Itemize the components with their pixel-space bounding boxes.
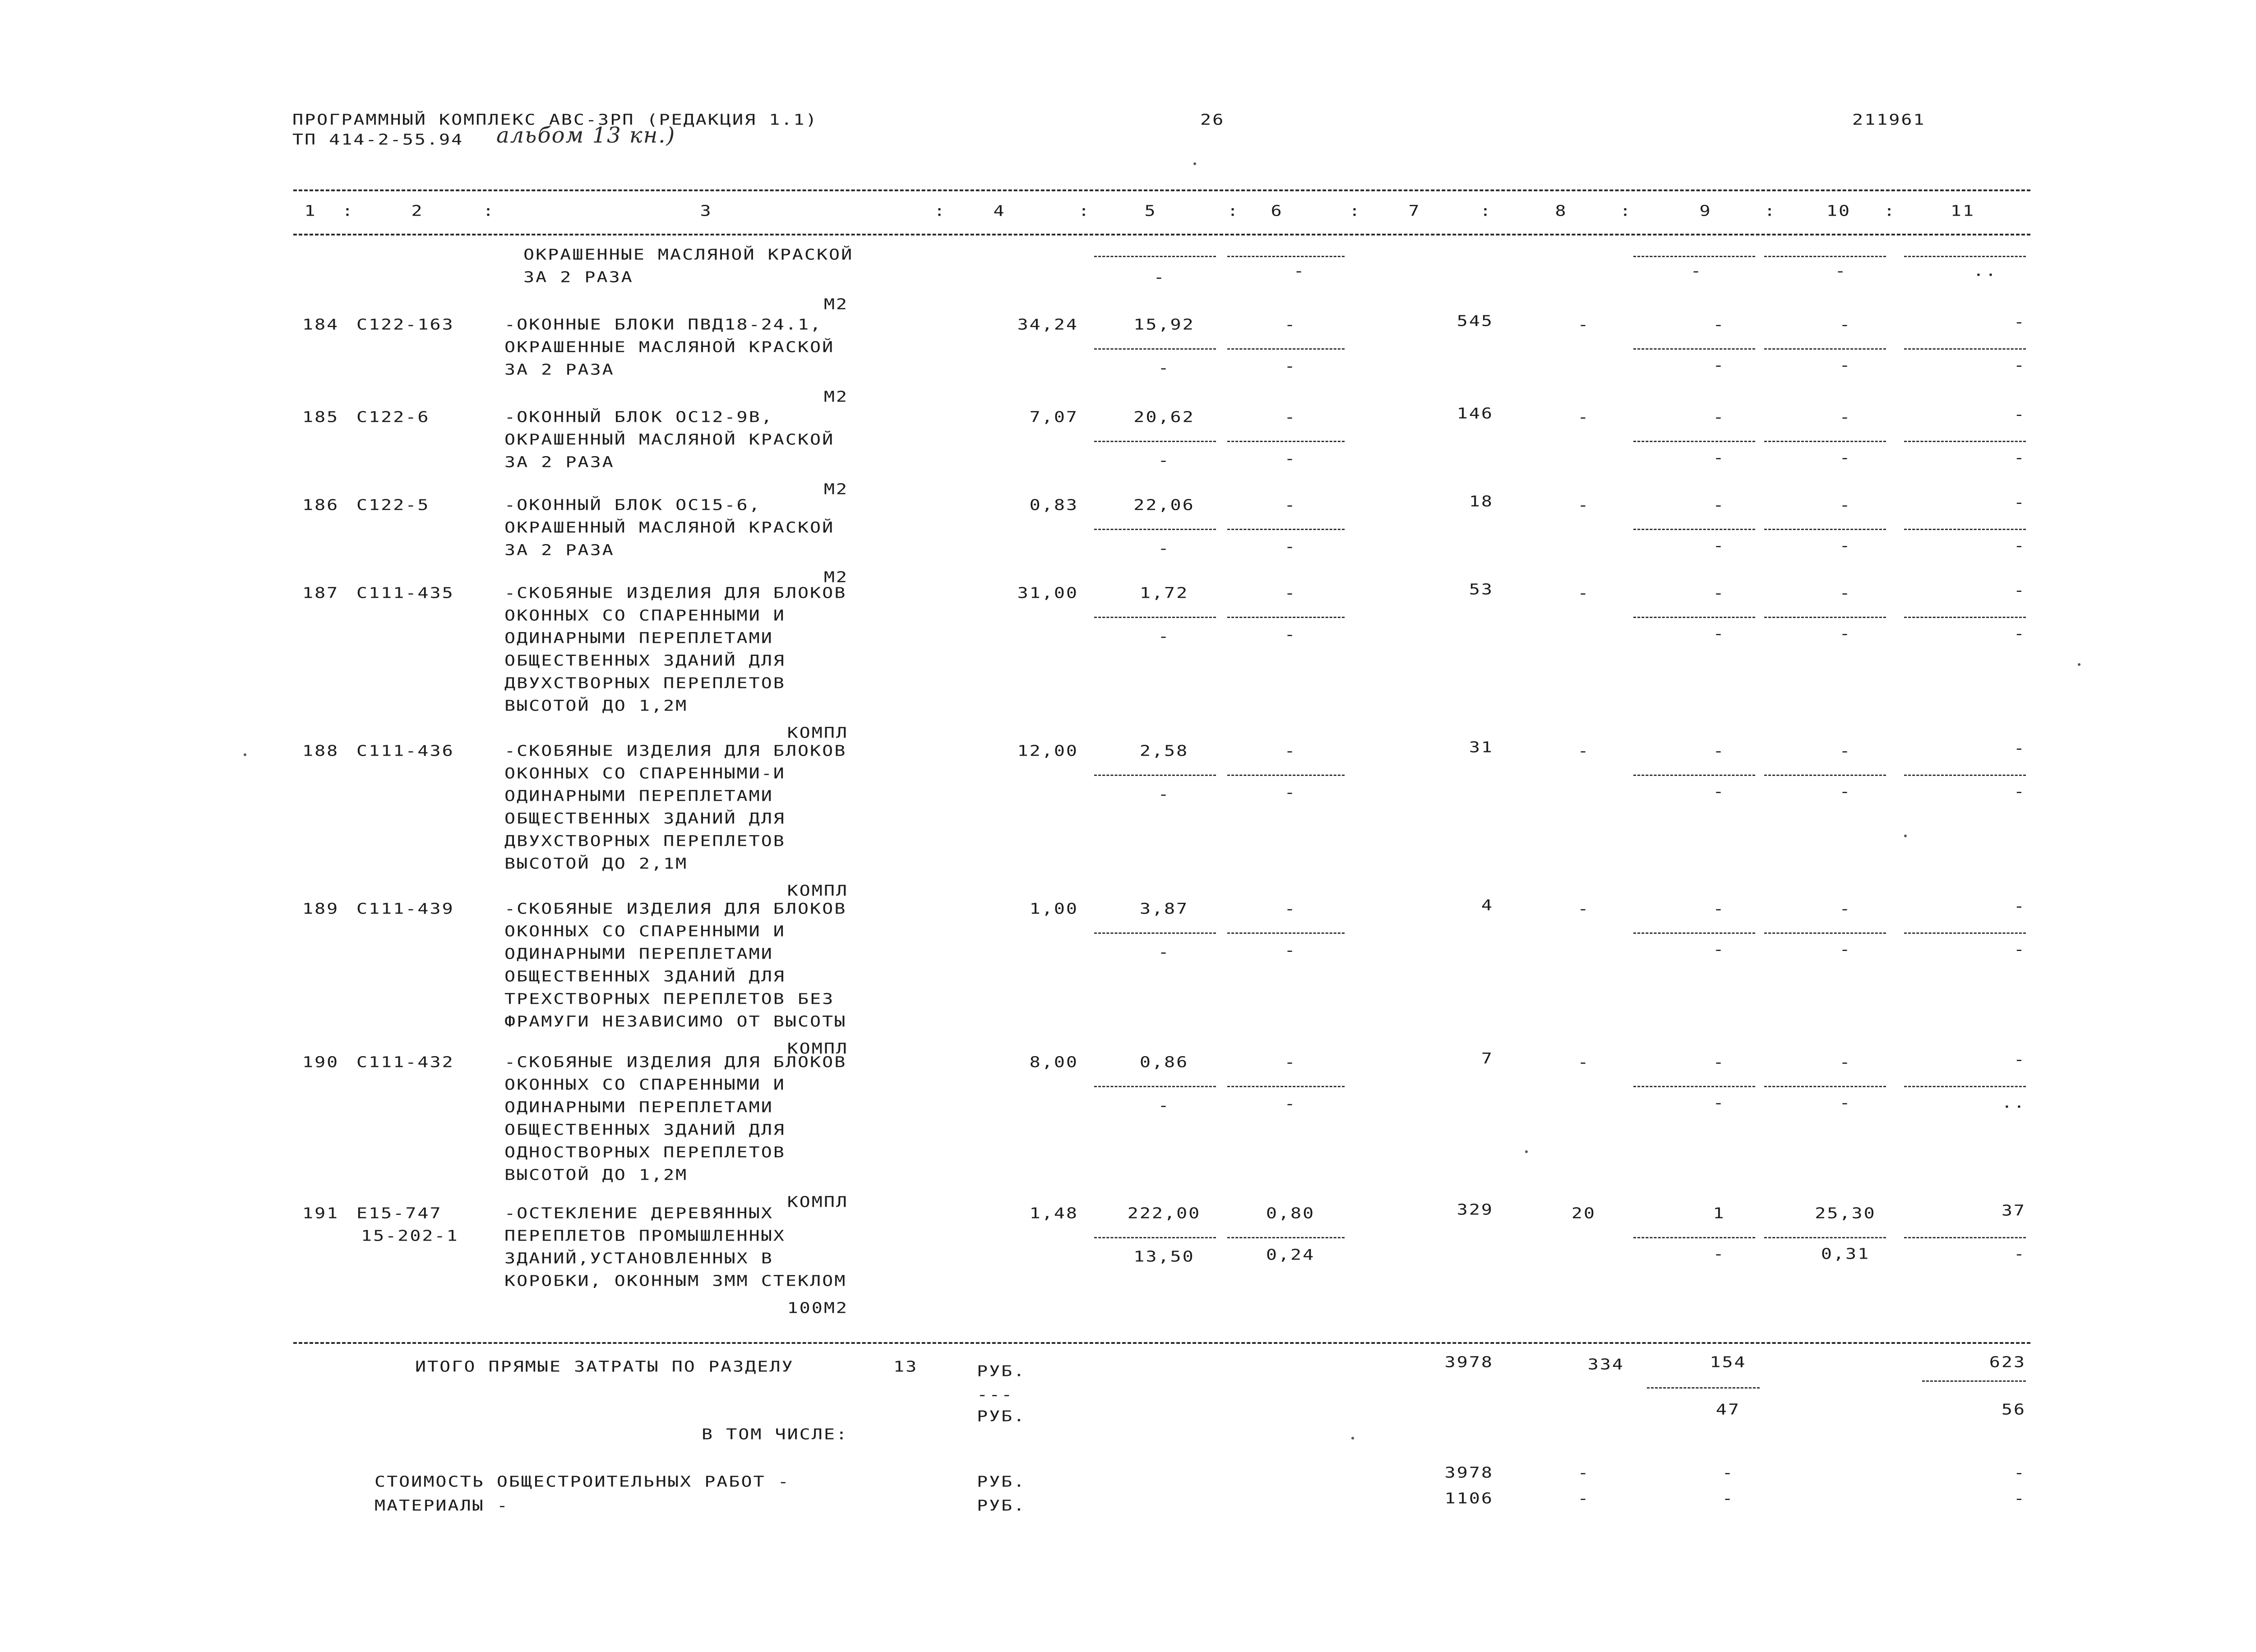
item-description-line: ВЫСОТОЙ ДО 2,1М xyxy=(504,855,688,872)
col7-total: 4 xyxy=(1481,896,1493,914)
item-unit: КОМПЛ xyxy=(787,882,848,900)
rate-code: С111-439 xyxy=(356,900,454,918)
row-number: 185 xyxy=(302,408,339,426)
including-item-unit: РУБ. xyxy=(977,1497,1026,1514)
sub-rule xyxy=(1904,775,2026,776)
col11: - xyxy=(2013,739,2026,757)
totals-sub-col11: 56 xyxy=(2001,1401,2026,1418)
item-description-line: КОРОБКИ, ОКОННЫМ 3ММ СТЕКЛОМ xyxy=(504,1272,847,1290)
row-number: 188 xyxy=(302,742,339,760)
scan-speck xyxy=(244,753,246,756)
sub-rule xyxy=(1904,348,2026,350)
col4-quantity: 34,24 xyxy=(1017,316,1078,333)
item-description-line: ЗА 2 РАЗА xyxy=(504,541,615,559)
sub-rule xyxy=(1904,617,2026,618)
scan-speck xyxy=(1193,162,1196,165)
col9: - xyxy=(1713,408,1725,426)
totals-col8: 334 xyxy=(1587,1356,1624,1373)
item-description-line: ВЫСОТОЙ ДО 1,2М xyxy=(504,697,688,715)
totals-col11: 623 xyxy=(1989,1353,2026,1371)
sub-col5: - xyxy=(1158,452,1170,469)
item-description-line: ОКОННЫХ СО СПАРЕННЫМИ-И xyxy=(504,765,786,782)
col7-total: 545 xyxy=(1456,312,1493,330)
col6-wages: 0,80 xyxy=(1266,1204,1315,1222)
column-number: 4 xyxy=(993,202,1006,220)
col4-quantity: 1,48 xyxy=(1029,1204,1078,1222)
item-description-line: -СКОБЯНЫЕ ИЗДЕЛИЯ ДЛЯ БЛОКОВ xyxy=(504,742,847,760)
sub-col9: - xyxy=(1713,537,1725,554)
item-description-line: ОКОННЫХ СО СПАРЕННЫМИ И xyxy=(504,923,786,940)
col11: 37 xyxy=(2001,1202,2026,1219)
sub-col9: - xyxy=(1713,449,1725,466)
sub-rule xyxy=(1227,529,1345,530)
col5-unit-cost: 15,92 xyxy=(1133,316,1195,333)
including-item-label: МАТЕРИАЛЫ - xyxy=(374,1497,509,1514)
item-description-line: -ОКОННЫЕ БЛОКИ ПВД18-24.1, xyxy=(504,316,823,333)
col7-total: 146 xyxy=(1456,405,1493,422)
including-item-col9: - xyxy=(1722,1490,1734,1507)
totals-section: 13 xyxy=(893,1358,918,1375)
item-description-line: ОДИНАРНЫМИ ПЕРЕПЛЕТАМИ xyxy=(504,787,773,805)
column-separator: : xyxy=(1764,202,1777,220)
col11: - xyxy=(2013,406,2026,423)
sub-rule xyxy=(1633,775,1755,776)
sub-col11: - xyxy=(2013,537,2026,554)
column-number: 2 xyxy=(411,202,424,220)
sub-col11: .. xyxy=(2001,1094,2026,1112)
col5-unit-cost: 22,06 xyxy=(1133,496,1195,514)
column-separator: : xyxy=(934,202,947,220)
col6-wages: - xyxy=(1284,496,1297,514)
including-item-col11: - xyxy=(2013,1490,2026,1507)
column-separator: : xyxy=(1480,202,1493,220)
rate-code: С111-436 xyxy=(356,742,454,760)
item-description-line: -СКОБЯНЫЕ ИЗДЕЛИЯ ДЛЯ БЛОКОВ xyxy=(504,1053,847,1071)
col10: - xyxy=(1839,742,1852,760)
row-number: 184 xyxy=(302,316,339,333)
item-description-line: -СКОБЯНЫЕ ИЗДЕЛИЯ ДЛЯ БЛОКОВ xyxy=(504,584,847,602)
col10: - xyxy=(1839,900,1852,918)
sub-rule xyxy=(1633,441,1755,442)
item-description-line: -ОКОННЫЙ БЛОК ОС12-9В, xyxy=(504,408,773,426)
sub-rule xyxy=(1227,617,1345,618)
sub-col11: - xyxy=(2013,783,2026,800)
col4-quantity: 8,00 xyxy=(1029,1053,1078,1071)
sub-rule xyxy=(1633,348,1755,350)
sub-col5: - xyxy=(1158,359,1170,377)
item-description-line: ОДНОСТВОРНЫХ ПЕРЕПЛЕТОВ xyxy=(504,1144,786,1161)
col11: - xyxy=(2013,897,2026,915)
col8: - xyxy=(1577,496,1590,514)
sub-rule xyxy=(1764,932,1886,934)
scan-speck xyxy=(1904,835,1907,837)
col7-total: 53 xyxy=(1469,581,1493,598)
including-item-col11: - xyxy=(2013,1464,2026,1481)
item-unit: М2 xyxy=(823,568,848,586)
sub-rule xyxy=(1764,1237,1886,1238)
sub-rule xyxy=(1227,775,1345,776)
col8: - xyxy=(1577,584,1590,602)
row-number: 186 xyxy=(302,496,339,514)
sub-col11: - xyxy=(2013,1245,2026,1263)
col11: - xyxy=(2013,313,2026,331)
including-label: В ТОМ ЧИСЛЕ: xyxy=(702,1426,848,1443)
column-number: 5 xyxy=(1144,202,1157,220)
col4-quantity: 1,00 xyxy=(1029,900,1078,918)
col11: - xyxy=(2013,1051,2026,1068)
sub-rule xyxy=(1227,256,1345,257)
including-item-col7: 3978 xyxy=(1444,1464,1493,1481)
column-number: 10 xyxy=(1826,202,1851,220)
item-description-line: -СКОБЯНЫЕ ИЗДЕЛИЯ ДЛЯ БЛОКОВ xyxy=(504,900,847,918)
col5-unit-cost: 20,62 xyxy=(1133,408,1195,426)
row-number: 189 xyxy=(302,900,339,918)
item-unit: КОМПЛ xyxy=(787,724,848,742)
sub-rule xyxy=(1764,348,1886,350)
including-item-col7: 1106 xyxy=(1444,1490,1493,1507)
col7-total: 7 xyxy=(1481,1050,1493,1067)
col8: 20 xyxy=(1571,1204,1596,1222)
sub-rule xyxy=(1227,441,1345,442)
col10: - xyxy=(1839,316,1852,333)
sub-col5: - xyxy=(1158,943,1170,961)
col11: - xyxy=(2013,494,2026,511)
totals-col9-rule xyxy=(1647,1387,1760,1389)
sub-rule xyxy=(1633,932,1755,934)
item-description-line: ВЫСОТОЙ ДО 1,2М xyxy=(504,1166,688,1184)
item-description-line: -ОСТЕКЛЕНИЕ ДЕРЕВЯННЫХ xyxy=(504,1204,773,1222)
col10: 25,30 xyxy=(1815,1204,1876,1222)
scan-speck xyxy=(2078,663,2080,666)
sub-col9: - xyxy=(1713,1245,1725,1263)
col7-total: 18 xyxy=(1469,493,1493,510)
column-number: 1 xyxy=(304,202,317,220)
col4-quantity: 7,07 xyxy=(1029,408,1078,426)
rate-code: С122-6 xyxy=(356,408,430,426)
item-description-line: ОКРАШЕННЫЙ МАСЛЯНОЙ КРАСКОЙ xyxy=(504,431,835,448)
item-unit: М2 xyxy=(823,388,848,406)
sub-rule xyxy=(1764,617,1886,618)
column-separator: : xyxy=(483,202,495,220)
totals-unit: РУБ. xyxy=(977,1362,1026,1380)
sub-rule xyxy=(1633,256,1755,257)
col4-quantity: 12,00 xyxy=(1017,742,1078,760)
col9: - xyxy=(1713,900,1725,918)
column-number: 3 xyxy=(700,202,712,220)
col8: - xyxy=(1577,742,1590,760)
col4-quantity: 0,83 xyxy=(1029,496,1078,514)
sub-col11: - xyxy=(2013,625,2026,642)
col5-unit-cost: 1,72 xyxy=(1139,584,1189,602)
sub-rule xyxy=(1764,775,1886,776)
totals-label: ИТОГО ПРЯМЫЕ ЗАТРАТЫ ПО РАЗДЕЛУ xyxy=(415,1358,794,1375)
col10: - xyxy=(1839,584,1852,602)
sub-col11: - xyxy=(2013,356,2026,374)
sub-rule xyxy=(1094,529,1216,530)
col8: - xyxy=(1577,408,1590,426)
col11: - xyxy=(2013,581,2026,599)
sub-col6: - xyxy=(1284,626,1297,643)
col6-wages: - xyxy=(1284,742,1297,760)
rate-code-secondary: 15-202-1 xyxy=(361,1227,459,1245)
sub-col10: - xyxy=(1839,941,1852,958)
item-description-line: ОКОННЫХ СО СПАРЕННЫМИ И xyxy=(504,1076,786,1094)
including-item-unit: РУБ. xyxy=(977,1473,1026,1490)
sub-col5: - xyxy=(1158,785,1170,803)
column-number: 6 xyxy=(1271,202,1283,220)
item-description-line: ЗА 2 РАЗА xyxy=(523,268,633,286)
col4-quantity: 31,00 xyxy=(1017,584,1078,602)
sub-col11: - xyxy=(2013,941,2026,958)
col7-total: 31 xyxy=(1469,738,1493,756)
sub-col6: - xyxy=(1284,357,1297,375)
including-item-col9: - xyxy=(1722,1464,1734,1481)
including-item-col8: - xyxy=(1577,1490,1590,1507)
item-description-line: ЗА 2 РАЗА xyxy=(504,453,615,471)
column-separator: : xyxy=(1349,202,1362,220)
col10: - xyxy=(1839,1053,1852,1071)
sub-rule xyxy=(1904,529,2026,530)
sub-rule xyxy=(1227,1237,1345,1238)
col9: 1 xyxy=(1713,1204,1725,1222)
sub-rule xyxy=(1094,775,1216,776)
column-number: 7 xyxy=(1408,202,1421,220)
sub-col6: - xyxy=(1293,262,1306,280)
item-description-line: ОБЩЕСТВЕННЫХ ЗДАНИЙ ДЛЯ xyxy=(504,810,786,827)
totals-unit-2: РУБ. xyxy=(977,1407,1026,1425)
sub-rule xyxy=(1633,1086,1755,1087)
sub-col6: - xyxy=(1284,784,1297,801)
sub-rule xyxy=(1904,1086,2026,1087)
col6-wages: - xyxy=(1284,408,1297,426)
item-description-line: ЗДАНИЙ,УСТАНОВЛЕННЫХ В xyxy=(504,1250,773,1267)
sub-rule xyxy=(1094,348,1216,350)
column-number: 9 xyxy=(1699,202,1712,220)
sub-col5: - xyxy=(1158,628,1170,645)
rate-code: Е15-747 xyxy=(356,1204,442,1222)
col8: - xyxy=(1577,316,1590,333)
col9: - xyxy=(1713,1053,1725,1071)
sub-col9: - xyxy=(1713,356,1725,374)
project-code: ТП 414-2-55.94 xyxy=(292,131,464,148)
totals-unit-mark: --- xyxy=(977,1386,1014,1403)
sub-rule xyxy=(1764,1086,1886,1087)
sub-col6: - xyxy=(1284,538,1297,555)
sub-rule xyxy=(1227,1086,1345,1087)
header-rule-top xyxy=(293,189,2030,191)
column-separator: : xyxy=(1620,202,1632,220)
column-number: 11 xyxy=(1950,202,1975,220)
col10: - xyxy=(1839,496,1852,514)
col6-wages: - xyxy=(1284,316,1297,333)
col9: - xyxy=(1713,584,1725,602)
rate-code: С122-5 xyxy=(356,496,430,514)
sub-rule xyxy=(1764,529,1886,530)
col5-unit-cost: 222,00 xyxy=(1127,1204,1201,1222)
rate-code: С111-432 xyxy=(356,1053,454,1071)
sub-col10: - xyxy=(1839,449,1852,466)
item-description-line: ТРЕХСТВОРНЫХ ПЕРЕПЛЕТОВ БЕЗ xyxy=(504,990,835,1008)
scan-speck xyxy=(1351,1437,1354,1440)
sub-rule xyxy=(1227,348,1345,350)
sub-col6: - xyxy=(1284,450,1297,467)
item-description-line: ОБЩЕСТВЕННЫХ ЗДАНИЙ ДЛЯ xyxy=(504,652,786,669)
sub-col9: - xyxy=(1713,941,1725,958)
sub-col11: .. xyxy=(1973,262,1998,280)
item-description-line: ОДИНАРНЫМИ ПЕРЕПЛЕТАМИ xyxy=(504,945,773,963)
sub-col9: - xyxy=(1713,1094,1725,1112)
item-unit: КОМПЛ xyxy=(787,1193,848,1211)
header-rule-bottom xyxy=(293,234,2030,235)
item-description-line: ОКРАШЕННЫЙ МАСЛЯНОЙ КРАСКОЙ xyxy=(504,519,835,536)
item-description-line: ОДИНАРНЫМИ ПЕРЕПЛЕТАМИ xyxy=(504,629,773,647)
sub-col10: - xyxy=(1839,537,1852,554)
col6-wages: - xyxy=(1284,900,1297,918)
rate-code: С122-163 xyxy=(356,316,454,333)
sub-col6: - xyxy=(1284,941,1297,959)
col5-unit-cost: 0,86 xyxy=(1139,1053,1189,1071)
handwritten-note: альбом 13 кн.) xyxy=(496,123,676,148)
column-separator: : xyxy=(1227,202,1240,220)
col9: - xyxy=(1713,496,1725,514)
program-title: ПРОГРАММНЫЙ КОМПЛЕКС АВС-ЗРП (РЕДАКЦИЯ 1.1) xyxy=(292,111,818,129)
sub-col10: - xyxy=(1839,625,1852,642)
item-unit: КОМПЛ xyxy=(787,1040,848,1057)
item-unit: 100М2 xyxy=(787,1299,848,1317)
sub-rule xyxy=(1094,256,1216,257)
column-separator: : xyxy=(342,202,355,220)
col9: - xyxy=(1713,316,1725,333)
totals-col11-rule xyxy=(1922,1380,2026,1382)
column-separator: : xyxy=(1078,202,1091,220)
item-description-line: ФРАМУГИ НЕЗАВИСИМО ОТ ВЫСОТЫ xyxy=(504,1013,847,1030)
item-description-line: ОБЩЕСТВЕННЫХ ЗДАНИЙ ДЛЯ xyxy=(504,1121,786,1139)
item-description-line: ОДИНАРНЫМИ ПЕРЕПЛЕТАМИ xyxy=(504,1098,773,1116)
col7-total: 329 xyxy=(1456,1201,1493,1218)
rate-code: С111-435 xyxy=(356,584,454,602)
scan-speck xyxy=(1525,1150,1528,1153)
sub-col10: - xyxy=(1839,1094,1852,1112)
row-number: 191 xyxy=(302,1204,339,1222)
sub-rule xyxy=(1904,1237,2026,1238)
sub-col11: - xyxy=(2013,449,2026,466)
sub-col9: - xyxy=(1713,783,1725,800)
item-description-line: ЗА 2 РАЗА xyxy=(504,361,615,378)
col6-wages: - xyxy=(1284,1053,1297,1071)
item-description-line: -ОКОННЫЙ БЛОК ОС15-6, xyxy=(504,496,761,514)
item-description-line: ОКРАШЕННЫЕ МАСЛЯНОЙ КРАСКОЙ xyxy=(504,338,835,356)
col6-wages: - xyxy=(1284,584,1297,602)
sub-col9: - xyxy=(1690,262,1703,280)
page-number: 26 xyxy=(1200,111,1225,129)
totals-sub-col9: 47 xyxy=(1715,1401,1741,1418)
col5-unit-cost: 2,58 xyxy=(1139,742,1189,760)
sub-rule xyxy=(1764,256,1886,257)
item-unit: М2 xyxy=(823,480,848,498)
col8: - xyxy=(1577,900,1590,918)
sub-col10: 0,31 xyxy=(1821,1245,1870,1263)
section-rule xyxy=(293,1342,2030,1344)
sub-col6: - xyxy=(1284,1095,1297,1112)
sub-col5: - xyxy=(1158,540,1170,557)
sub-rule xyxy=(1764,441,1886,442)
sub-col10: - xyxy=(1835,262,1847,280)
sub-rule xyxy=(1094,441,1216,442)
sub-col10: - xyxy=(1839,783,1852,800)
item-description-line: ОКОННЫХ СО СПАРЕННЫМИ И xyxy=(504,607,786,624)
sub-col5: - xyxy=(1158,1097,1170,1114)
sub-rule xyxy=(1904,256,2026,257)
sub-col9: - xyxy=(1713,625,1725,642)
sub-rule xyxy=(1094,932,1216,934)
col10: - xyxy=(1839,408,1852,426)
including-item-label: СТОИМОСТЬ ОБЩЕСТРОИТЕЛЬНЫХ РАБОТ - xyxy=(374,1473,790,1490)
including-item-col8: - xyxy=(1577,1464,1590,1481)
col8: - xyxy=(1577,1053,1590,1071)
sub-rule xyxy=(1227,932,1345,934)
sub-rule xyxy=(1094,617,1216,618)
item-description-line: ОКРАШЕННЫЕ МАСЛЯНОЙ КРАСКОЙ xyxy=(523,246,854,263)
document-number: 211961 xyxy=(1852,111,1926,129)
row-number: 187 xyxy=(302,584,339,602)
item-unit: М2 xyxy=(823,295,848,313)
sub-rule xyxy=(1633,529,1755,530)
sub-rule xyxy=(1094,1237,1216,1238)
sub-col5: - xyxy=(1153,268,1166,286)
column-separator: : xyxy=(1884,202,1896,220)
item-description-line: ДВУХСТВОРНЫХ ПЕРЕПЛЕТОВ xyxy=(504,674,786,692)
sub-rule xyxy=(1904,932,2026,934)
col5-unit-cost: 3,87 xyxy=(1139,900,1189,918)
sub-rule xyxy=(1094,1086,1216,1087)
item-description-line: ДВУХСТВОРНЫХ ПЕРЕПЛЕТОВ xyxy=(504,832,786,850)
col9: - xyxy=(1713,742,1725,760)
totals-col7: 3978 xyxy=(1444,1353,1493,1371)
totals-col9: 154 xyxy=(1710,1353,1747,1371)
item-description-line: ПЕРЕПЛЕТОВ ПРОМЫШЛЕННЫХ xyxy=(504,1227,786,1245)
sub-rule xyxy=(1633,1237,1755,1238)
column-number: 8 xyxy=(1555,202,1567,220)
row-number: 190 xyxy=(302,1053,339,1071)
sub-col5: 13,50 xyxy=(1133,1248,1195,1265)
sub-rule xyxy=(1904,441,2026,442)
item-description-line: ОБЩЕСТВЕННЫХ ЗДАНИЙ ДЛЯ xyxy=(504,968,786,985)
sub-rule xyxy=(1633,617,1755,618)
sub-col10: - xyxy=(1839,356,1852,374)
sub-col6: 0,24 xyxy=(1266,1246,1315,1264)
